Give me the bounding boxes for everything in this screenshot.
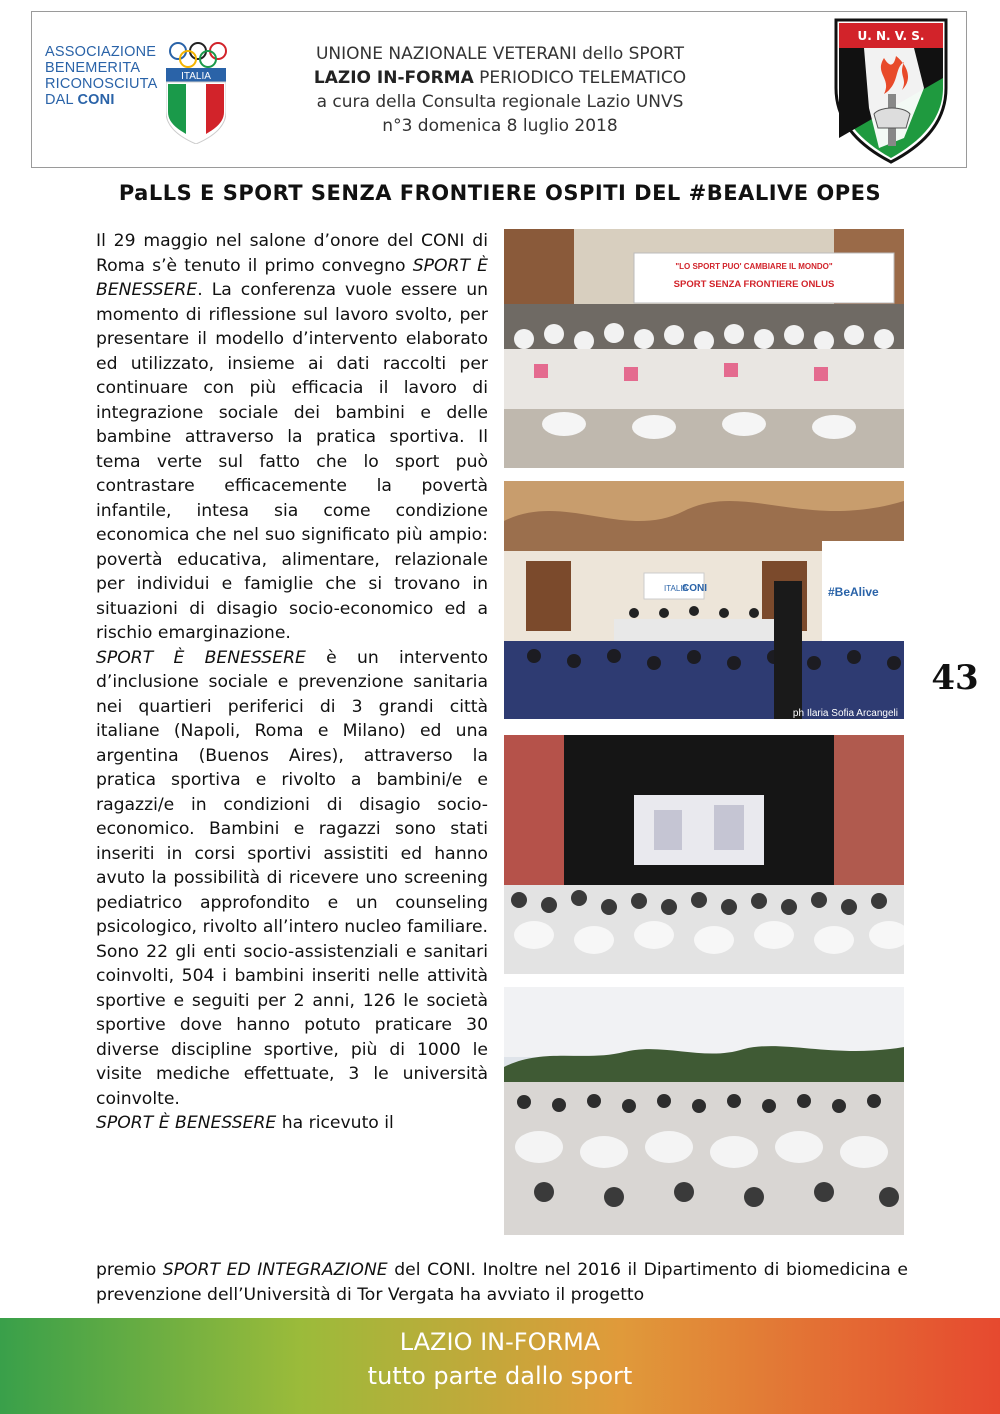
header-line-3: a cura della Consulta regionale Lazio UNVS: [316, 92, 684, 112]
page-number: 43: [931, 658, 979, 698]
coni-association-text: [45, 44, 167, 108]
paragraph-4: premio SPORT ED INTEGRAZIONE del CONI. Inoltre nel 2016 il Dipartimento di biomedicina e prevenzione dell’Università di Tor Vergata ha avviato il progetto: [96, 1260, 908, 1305]
italia-shield-icon: [166, 68, 226, 144]
banner-top-text: "LO SPORT PUO' CAMBIARE IL MONDO": [675, 262, 833, 271]
paragraph-3: SPORT È BENESSERE ha ricevuto il: [96, 1113, 394, 1133]
paragraph-2: SPORT È BENESSERE è un intervento d’inclusione sociale e prevenzione sanitaria nei quartieri periferici di 3 grandi città italiane (Napoli, Roma e Milano) ed una argentina (Buenos Aires), attraverso la pratica sportiva e rivolto a bambini/e e ragazzi/e in condizioni di disagio socio-economico. Bambini e ragazzi sono stati inseriti in corsi sportivi assistiti ed hanno avuto la possibilità di ricevere uno screening pediatrico approfondito e un counseling psicologico, rivolto all’intero nucleo familiare. Sono 22 gli enti socio-assistenziali e sanitari coinvolti, 504 i bambini inseriti nelle attività sportive e seguiti per 2 anni, 126 le società sportive dove hanno potuto praticare 30 diverse discipline sportive, più di 1000 le visite mediche effettuate, 3 le università coinvolte.: [96, 647, 488, 1109]
assoc-line-1: ASSOCIAZIONE: [45, 44, 157, 60]
header-line-2: LAZIO IN-FORMA PERIODICO TELEMATICO: [313, 68, 687, 88]
article-title: PaLLS E SPORT SENZA FRONTIERE OSPITI DEL #BEALIVE OPES: [118, 181, 882, 205]
hall-coni-text: CONI: [682, 583, 707, 594]
assoc-line-2: BENEMERITA: [45, 60, 141, 76]
article-body-column: [96, 229, 488, 1136]
header-line-1: UNIONE NAZIONALE VETERANI dello SPORT: [315, 44, 685, 64]
footer-banner: [0, 1318, 1000, 1414]
header-line-4: n°3 domenica 8 luglio 2018: [382, 116, 618, 136]
article-body-fullwidth: [96, 1258, 908, 1307]
periodical-header: [250, 42, 750, 138]
unvs-label: U. N. V. S.: [857, 29, 925, 43]
photo-outdoor-crowd: [504, 987, 904, 1235]
olympic-rings-icon: [168, 41, 228, 69]
photo-group-banner: [504, 229, 904, 468]
assoc-line-3: RICONOSCIUTA: [45, 76, 158, 92]
footer-title: LAZIO IN-FORMA: [399, 1328, 601, 1356]
assoc-line-4: DAL CONI: [45, 92, 115, 108]
hall-italia-text: ITALIA: [664, 584, 688, 593]
photo-coni-hall: [504, 481, 904, 719]
italia-label: ITALIA: [181, 71, 211, 82]
unvs-logo-icon: [834, 18, 948, 164]
photo-stage-crowd: [504, 735, 904, 974]
paragraph-1: Il 29 maggio nel salone d’onore del CONI di Roma s’è tenuto il primo convegno SPORT È BENESSERE. La conferenza vuole essere un momento di riflessione sul lavoro svolto, per presentare il modello d’intervento elaborato ed utilizzato, insieme ai dati raccolti per continuare con più efficacia il lavoro di integrazione sociale dei bambini e delle bambine attraverso la pratica sportiva. Il tema verte sul fatto che lo sport può contrastare efficacemente la povertà infantile, intesa sia come condizione economica che nel suo significato più ampio: povertà educativa, alimentare, relazionale per individui e famiglie che si trovano in situazioni di disagio socio-economico ed a rischio emarginazione.: [96, 231, 488, 643]
banner-main-text: SPORT SENZA FRONTIERE ONLUS: [673, 279, 835, 290]
hall-bealive-text: #BeAlive: [828, 585, 879, 599]
photo-credit: ph Ilaria Sofia Arcangeli: [792, 708, 898, 719]
footer-tagline: tutto parte dallo sport: [367, 1362, 633, 1390]
